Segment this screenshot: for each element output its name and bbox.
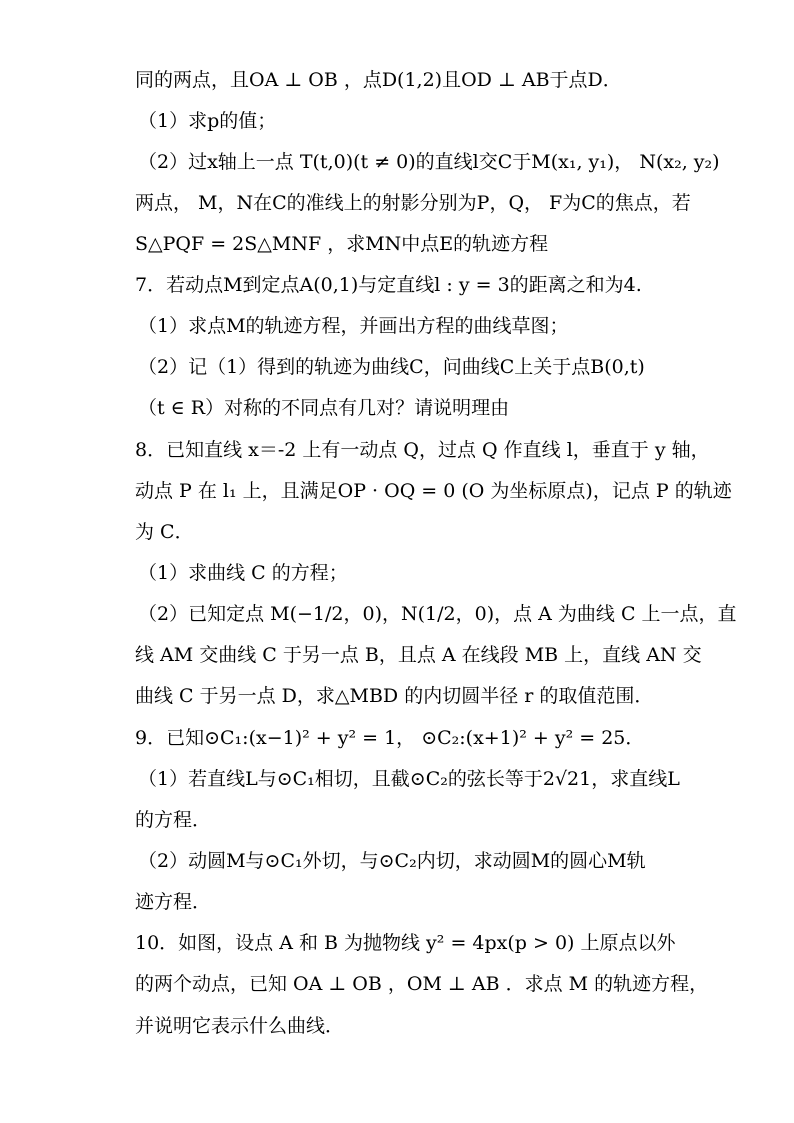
- text-line-3: （2）过x轴上一点 T(t,0)(t ≠ 0)的直线l交C于M(x₁, y₁)， N(x₂, y₂): [138, 151, 720, 173]
- problem-8-part-2-cont: 线 AM 交曲线 C 于另一点 B，且点 A 在线段 MB 上，直线 AN 交: [135, 644, 702, 666]
- problem-8-stem-cont: 动点 P 在 l₁ 上，且满足OP · OQ = 0 (O 为坐标原点)，记点 P 的轨迹: [135, 480, 732, 502]
- text-line-4: 两点， M，N在C的准线上的射影分别为P，Q， F为C的焦点，若: [135, 192, 691, 214]
- problem-7-part-1: （1）求点M的轨迹方程，并画出方程的曲线草图；: [138, 315, 569, 337]
- problem-7-part-2: （2）记（1）得到的轨迹为曲线C，问曲线C上关于点B(0,t): [138, 356, 645, 378]
- problem-8-stem: 8．已知直线 x＝-2 上有一动点 Q，过点 Q 作直线 l，垂直于 y 轴，: [135, 439, 710, 461]
- problem-9-part-1-cont: 的方程．: [135, 809, 212, 831]
- problem-8-part-1: （1）求曲线 C 的方程；: [138, 562, 348, 584]
- problem-7-part-2-cont: （t ∈ R）对称的不同点有几对？请说明理由: [138, 397, 510, 419]
- problem-8-part-2: （2）已知定点 M(−1/2，0)，N(1/2，0)，点 A 为曲线 C 上一点，直: [138, 603, 737, 625]
- problem-9-part-2: （2）动圆M与⊙C₁外切，与⊙C₂内切，求动圆M的圆心M轨: [138, 850, 646, 872]
- text-line-2: （1）求p的值；: [138, 110, 277, 132]
- text-line-1: 同的两点，且OA ⊥ OB ，点D(1,2)且OD ⊥ AB于点D．: [135, 69, 622, 91]
- problem-8-stem-end: 为 C．: [135, 521, 194, 543]
- text-line-5: S△PQF = 2S△MNF ，求MN中点E的轨迹方程: [135, 233, 549, 255]
- problem-10-stem-cont: 的两个动点，已知 OA ⊥ OB ，OM ⊥ AB ．求点 M 的轨迹方程，: [135, 973, 709, 995]
- problem-9-part-2-cont: 迹方程．: [135, 891, 212, 913]
- problem-9-part-1: （1）若直线L与⊙C₁相切，且截⊙C₂的弦长等于2√21，求直线L: [138, 768, 680, 790]
- problem-8-part-2-end: 曲线 C 于另一点 D，求△MBD 的内切圆半径 r 的取值范围．: [135, 685, 654, 707]
- problem-7-stem: 7．若动点M到定点A(0,1)与定直线l : y = 3的距离之和为4.: [135, 274, 642, 296]
- problem-9-stem: 9．已知⊙C₁:(x−1)² + y² = 1， ⊙C₂:(x+1)² + y² = 25．: [135, 727, 645, 749]
- problem-10-stem: 10．如图，设点 A 和 B 为抛物线 y² = 4px(p > 0) 上原点以外: [135, 932, 676, 954]
- problem-10-stem-end: 并说明它表示什么曲线．: [135, 1015, 345, 1037]
